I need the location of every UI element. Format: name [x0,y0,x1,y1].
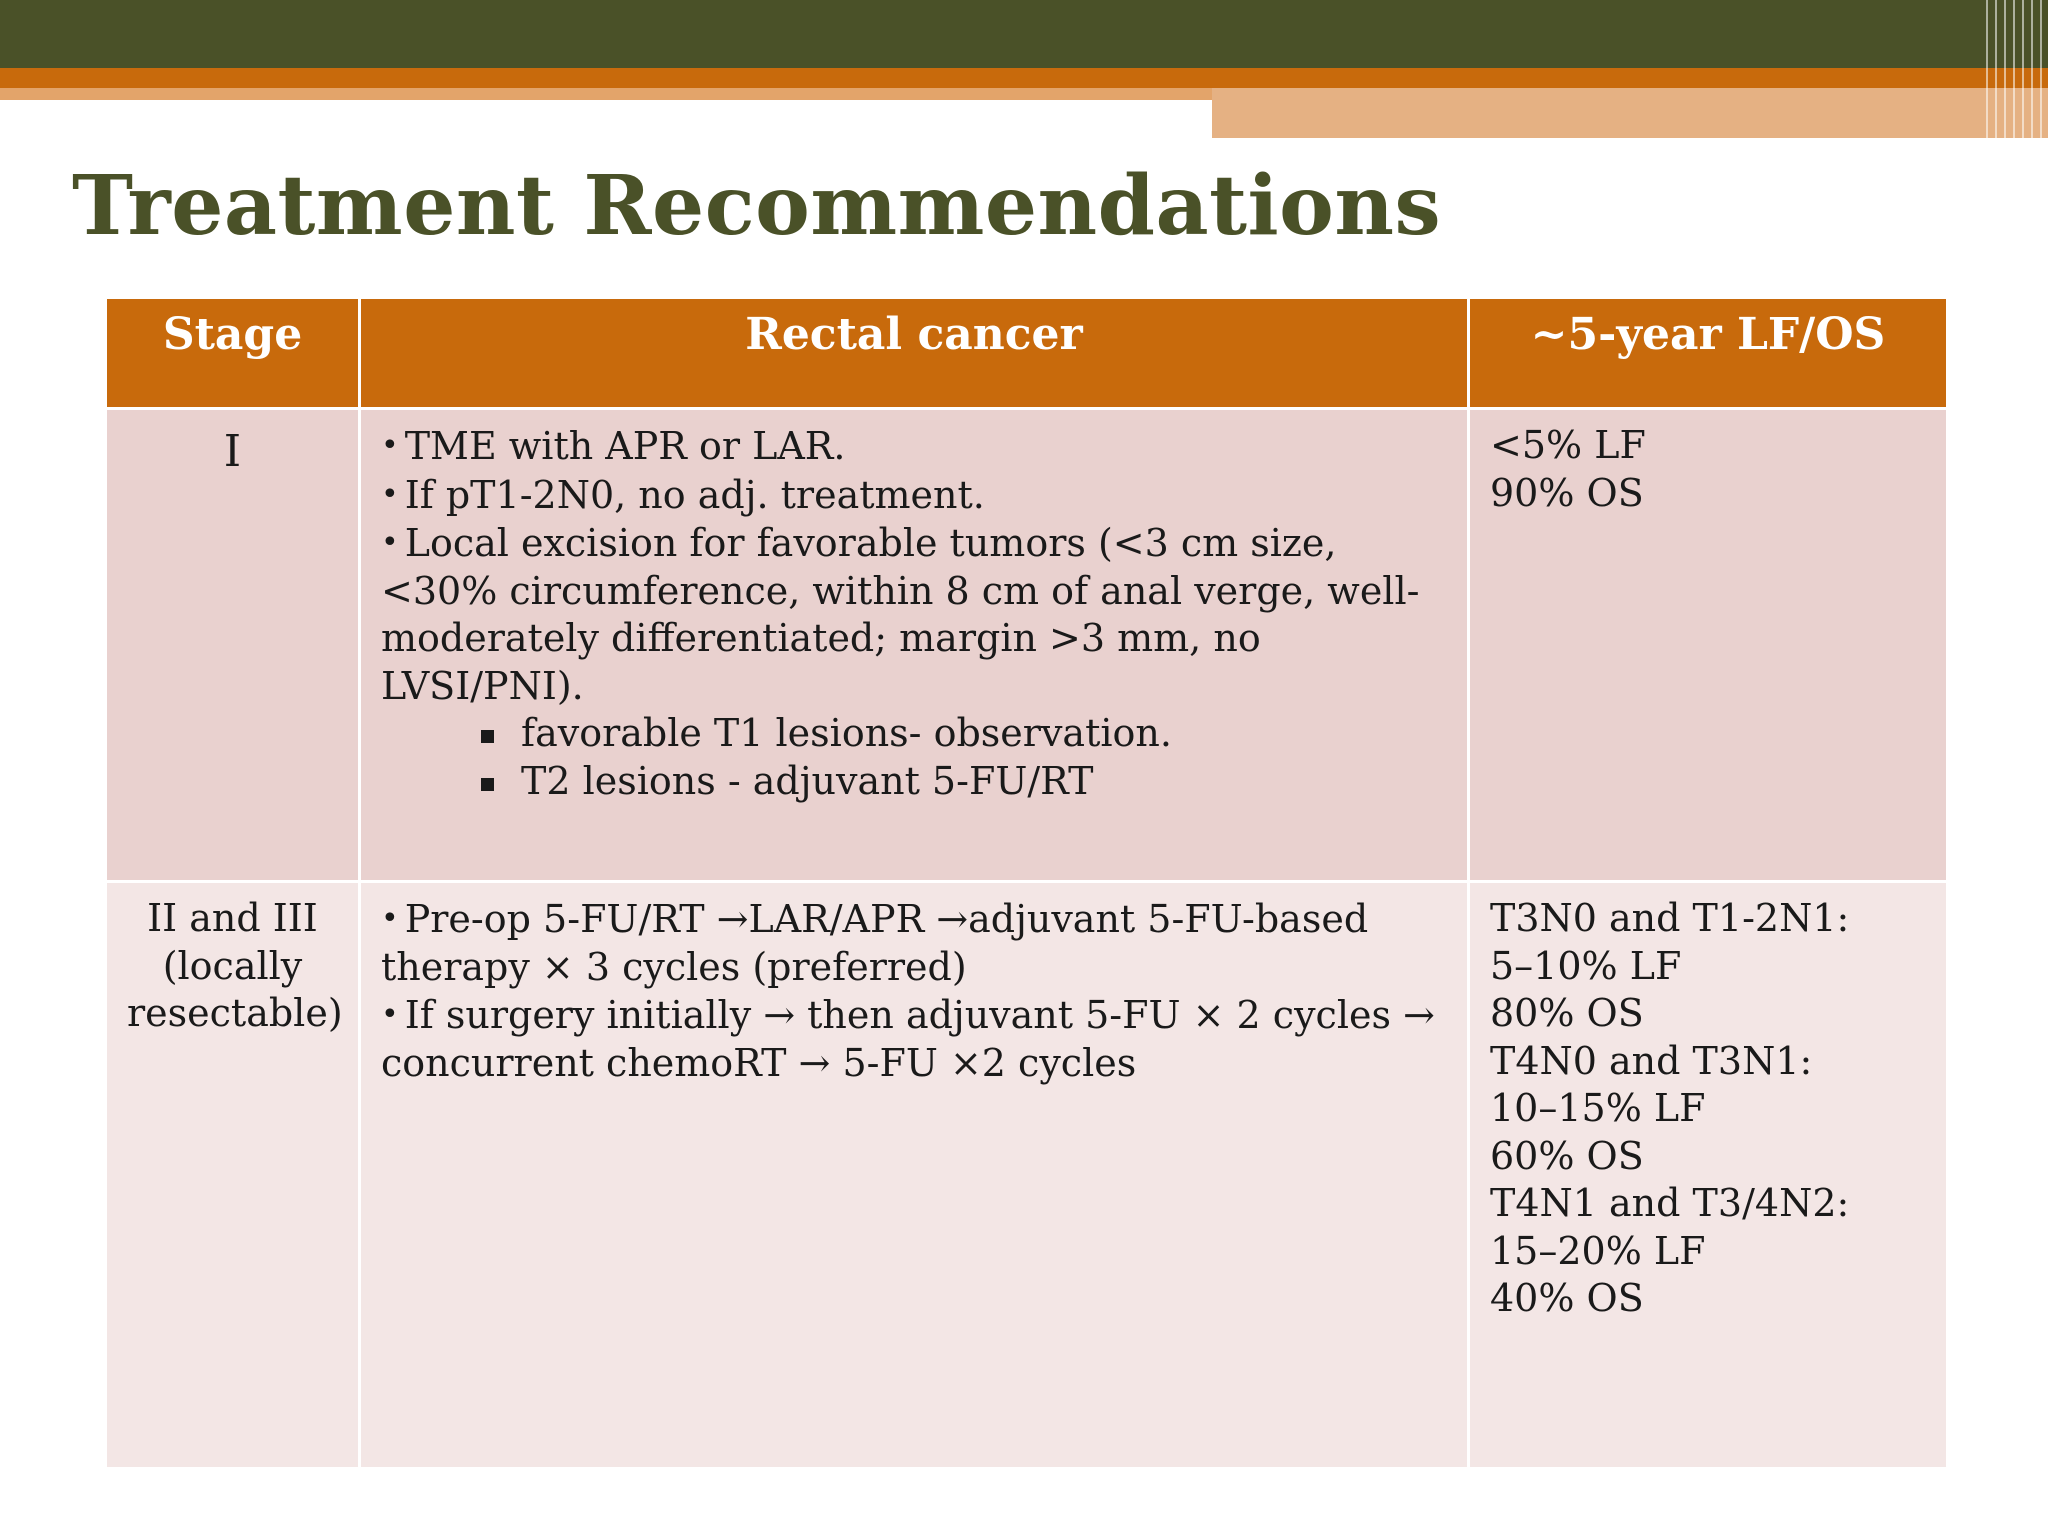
list-item: • Local excision for favorable tumors (<3 cm size, <30% circumference, within 8 cm of anal verge, well-moderately differentiated; margin >3 mm, no LVSI/PNI). [381,521,1420,708]
list-item: • TME with APR or LAR. [381,424,846,468]
header-rectal-cancer: Rectal cancer [360,298,1469,409]
outcome-line: 60% OS [1490,1133,1644,1178]
sub-list-item: favorable T1 lesions- observation. [481,710,1447,758]
top-banner-orange [0,68,2048,88]
table-row [106,882,1948,1469]
sub-list-item: T2 lesions - adjuvant 5-FU/RT [481,758,1447,806]
outcome-line: 5–10% LF [1490,943,1682,988]
stage-line: (locally [162,943,303,988]
stage-line: II and III [147,896,318,940]
decorative-stripes [1986,0,2048,138]
outcome-line: 40% OS [1490,1276,1644,1320]
outcome-line: T4N1 and T3/4N2: [1490,1181,1850,1225]
outcome-cell [1469,882,1948,1469]
outcome-line: <5% LF [1490,423,1646,467]
treatment-table [104,296,1949,1470]
bullet-icon: • [381,997,399,1032]
outcome-cell [1469,409,1948,882]
stage-line: resectable) [127,991,343,1035]
list-item: • If pT1-2N0, no adj. treatment. [381,472,985,517]
list-item: • If surgery initially → then adjuvant 5-FU × 2 cycles → concurrent chemoRT → 5-FU ×2 cycles [381,993,1435,1085]
top-banner-strip [0,88,1212,100]
list-item: • Pre-op 5-FU/RT →LAR/APR →adjuvant 5-FU-based therapy × 3 cycles (preferred) [381,897,1369,989]
outcome-line: 10–15% LF [1490,1086,1706,1130]
sub-list [381,710,1447,805]
outcome-line: 90% OS [1490,470,1644,515]
bullet-icon: • [381,525,399,560]
outcome-line: T3N0 and T1-2N1: [1490,896,1850,940]
recommendation-cell [360,409,1469,882]
top-banner-olive [0,0,2048,68]
top-banner-peach [1212,88,2048,138]
bullet-icon: • [381,901,399,936]
bullet-icon: • [381,476,399,512]
bullet-icon: • [381,428,399,463]
outcome-line: 15–20% LF [1490,1228,1706,1273]
header-outcomes: ~5-year LF/OS [1469,298,1948,409]
outcome-line: T4N0 and T3N1: [1490,1038,1813,1083]
slide-title: Treatment Recommendations [72,158,1442,254]
table-row [106,409,1948,882]
table-header-row [106,298,1948,409]
stage-cell: I [106,409,360,882]
stage-cell [106,882,360,1469]
outcome-line: 80% OS [1490,991,1644,1035]
recommendation-cell [360,882,1469,1469]
header-stage: Stage [106,298,360,409]
